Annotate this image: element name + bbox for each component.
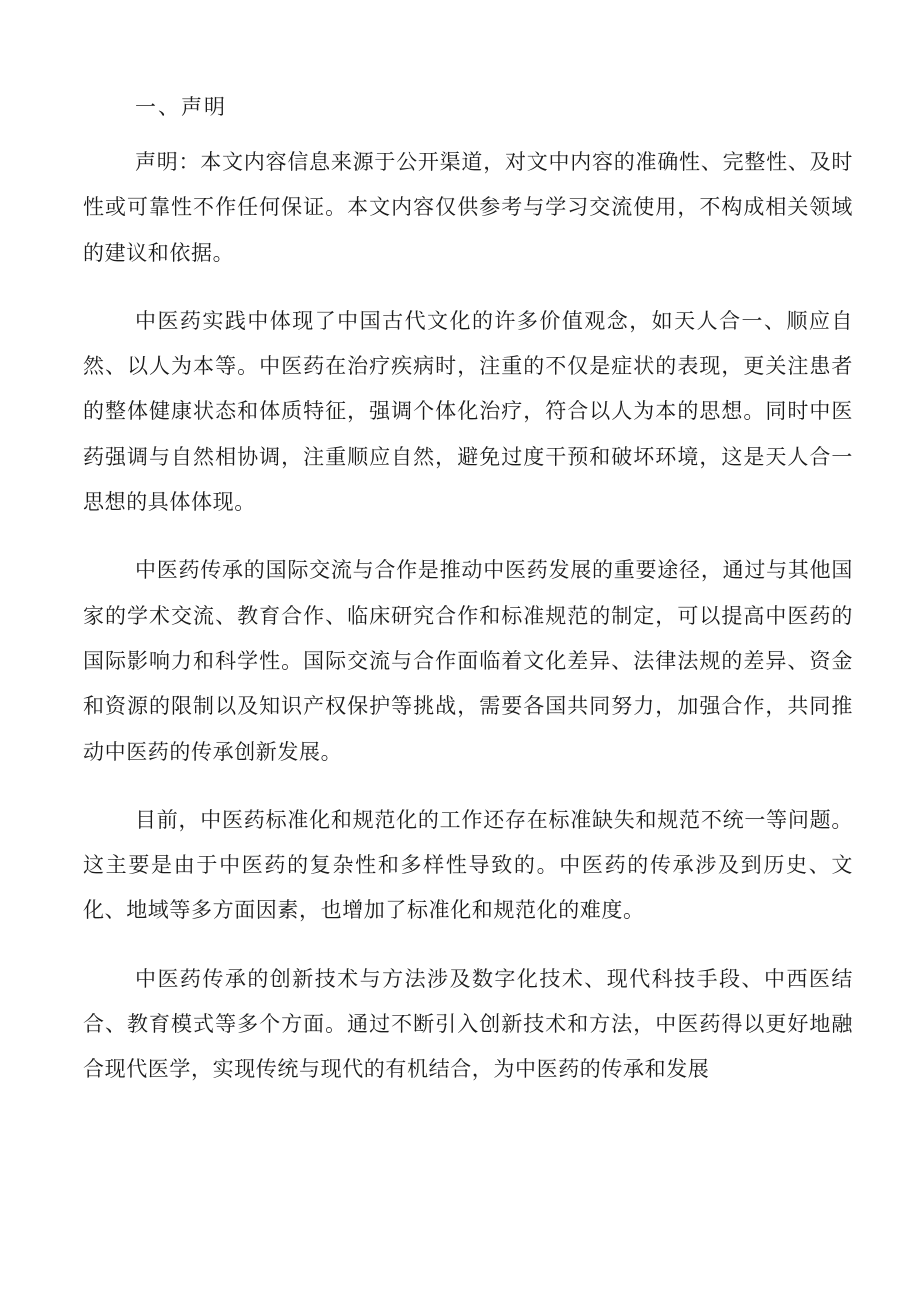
paragraph-cultural-values: 中医药实践中体现了中国古代文化的许多价值观念，如天人合一、顺应自然、以人为本等。中医药在治疗疾病时，注重的不仅是症状的表现，更关注患者的整体健康状态和体质特征，强调个体化治疗，符合以人为本的思想。同时中医药强调与自然相协调，注重顺应自然，避免过度干预和破坏环境，这是天人合一思想的具体体现。	[83, 308, 853, 515]
section-heading: 一、声明	[135, 95, 227, 119]
paragraph-disclaimer: 声明：本文内容信息来源于公开渠道，对文中内容的准确性、完整性、及时性或可靠性不作任何保证。本文内容仅供参考与学习交流使用，不构成相关领域的建议和依据。	[83, 150, 853, 265]
paragraph-innovation: 中医药传承的创新技术与方法涉及数字化技术、现代科技手段、中西医结合、教育模式等多个方面。通过不断引入创新技术和方法，中医药得以更好地融合现代医学，实现传统与现代的有机结合，为中医药的传承和发展	[83, 966, 853, 1082]
paragraph-international-exchange: 中医药传承的国际交流与合作是推动中医药发展的重要途径，通过与其他国家的学术交流、教育合作、临床研究合作和标准规范的制定，可以提高中医药的国际影响力和科学性。国际交流与合作面临着文化差异、法律法规的差异、资金和资源的限制以及知识产权保护等挑战，需要各国共同努力，加强合作，共同推动中医药的传承创新发展。	[83, 558, 853, 764]
document-body	[83, 140, 853, 1116]
paragraph-standardization: 目前，中医药标准化和规范化的工作还存在标准缺失和规范不统一等问题。这主要是由于中医药的复杂性和多样性导致的。中医药的传承涉及到历史、文化、地域等多方面因素，也增加了标准化和规范化的难度。	[83, 807, 853, 923]
